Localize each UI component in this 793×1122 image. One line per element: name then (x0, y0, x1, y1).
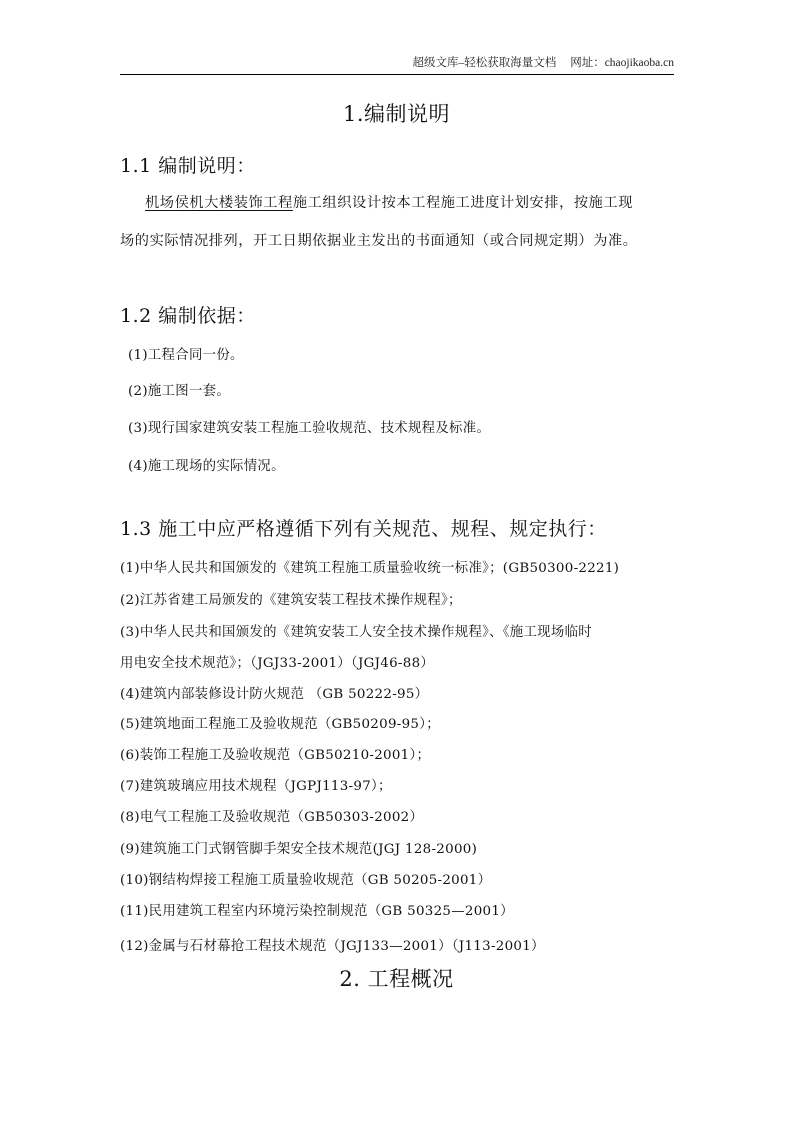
section-1-title: 1.编制说明 (342, 102, 451, 126)
section-1-1-heading: 1.1 编制说明： (120, 155, 256, 177)
regulation-item-8: (8)电气工程施工及验收规范（GB50303-2002） (120, 810, 424, 825)
regulation-item-3-line-1: (3)中华人民共和国颁发的《建筑安装工人安全技术操作规程》、《施工现场临时 (120, 625, 592, 640)
regulation-item-3-line-2: 用电安全技术规范》；（JGJ33-2001）（JGJ46-88） (120, 656, 435, 671)
section-1-1-paragraph-line-2: 场的实际情况排列，开工日期依据业主发出的书面通知（或合同规定期）为准。 (120, 233, 638, 249)
basis-item-2: (2)施工图一套。 (128, 384, 231, 399)
regulation-item-4: (4)建筑内部装修设计防火规范 （GB 50222-95） (120, 687, 429, 702)
section-1-3-heading: 1.3 施工中应严格遵循下列有关规范、规程、规定执行： (120, 518, 607, 540)
regulation-item-11: (11)民用建筑工程室内环境污染控制规范（GB 50325—2001） (120, 904, 514, 919)
regulation-item-12: (12)金属与石材幕抢工程技术规范（JGJ133—2001）（J113-2001） (120, 939, 545, 954)
page-header (120, 56, 674, 75)
regulation-item-1: (1)中华人民共和国颁发的《建筑工程施工质量验收统一标准》；(GB50300-2221) (120, 561, 620, 576)
section-1-1-paragraph-line-1 (145, 192, 633, 212)
paragraph-line-1-rest: 施工组织设计按本工程施工进度计划安排，按施工现 (292, 195, 634, 211)
regulation-item-10: (10)钢结构焊接工程施工质量验收规范（GB 50205-2001） (120, 873, 492, 888)
regulation-item-5: (5)建筑地面工程施工及验收规范（GB50209-95）； (120, 717, 440, 732)
section-1-2-heading: 1.2 编制依据： (120, 305, 256, 327)
header-url-label: 网址： (570, 57, 605, 69)
regulation-item-7: (7)建筑玻璃应用技术规程（JGPJ113-97）； (120, 779, 392, 794)
header-site-name: 超级文库–轻松获取海量文档 (412, 57, 557, 69)
project-name-underlined: 机场侯机大楼装饰工程 (145, 195, 293, 211)
basis-item-1: (1)工程合同一份。 (128, 348, 244, 363)
basis-item-4: (4)施工现场的实际情况。 (128, 459, 285, 474)
basis-item-3: (3)现行国家建筑安装工程施工验收规范、技术规程及标准。 (128, 421, 491, 436)
regulation-item-2: (2)江苏省建工局颁发的《建筑安装工程技术操作规程》； (120, 593, 462, 608)
regulation-item-9: (9)建筑施工门式钢管脚手架安全技术规范(JGJ 128-2000) (120, 842, 478, 857)
regulation-item-6: (6)装饰工程施工及验收规范（GB50210-2001）； (120, 748, 431, 763)
header-url[interactable]: chaojikaoba.cn (604, 57, 674, 69)
section-2-title: 2. 工程概况 (339, 967, 454, 991)
